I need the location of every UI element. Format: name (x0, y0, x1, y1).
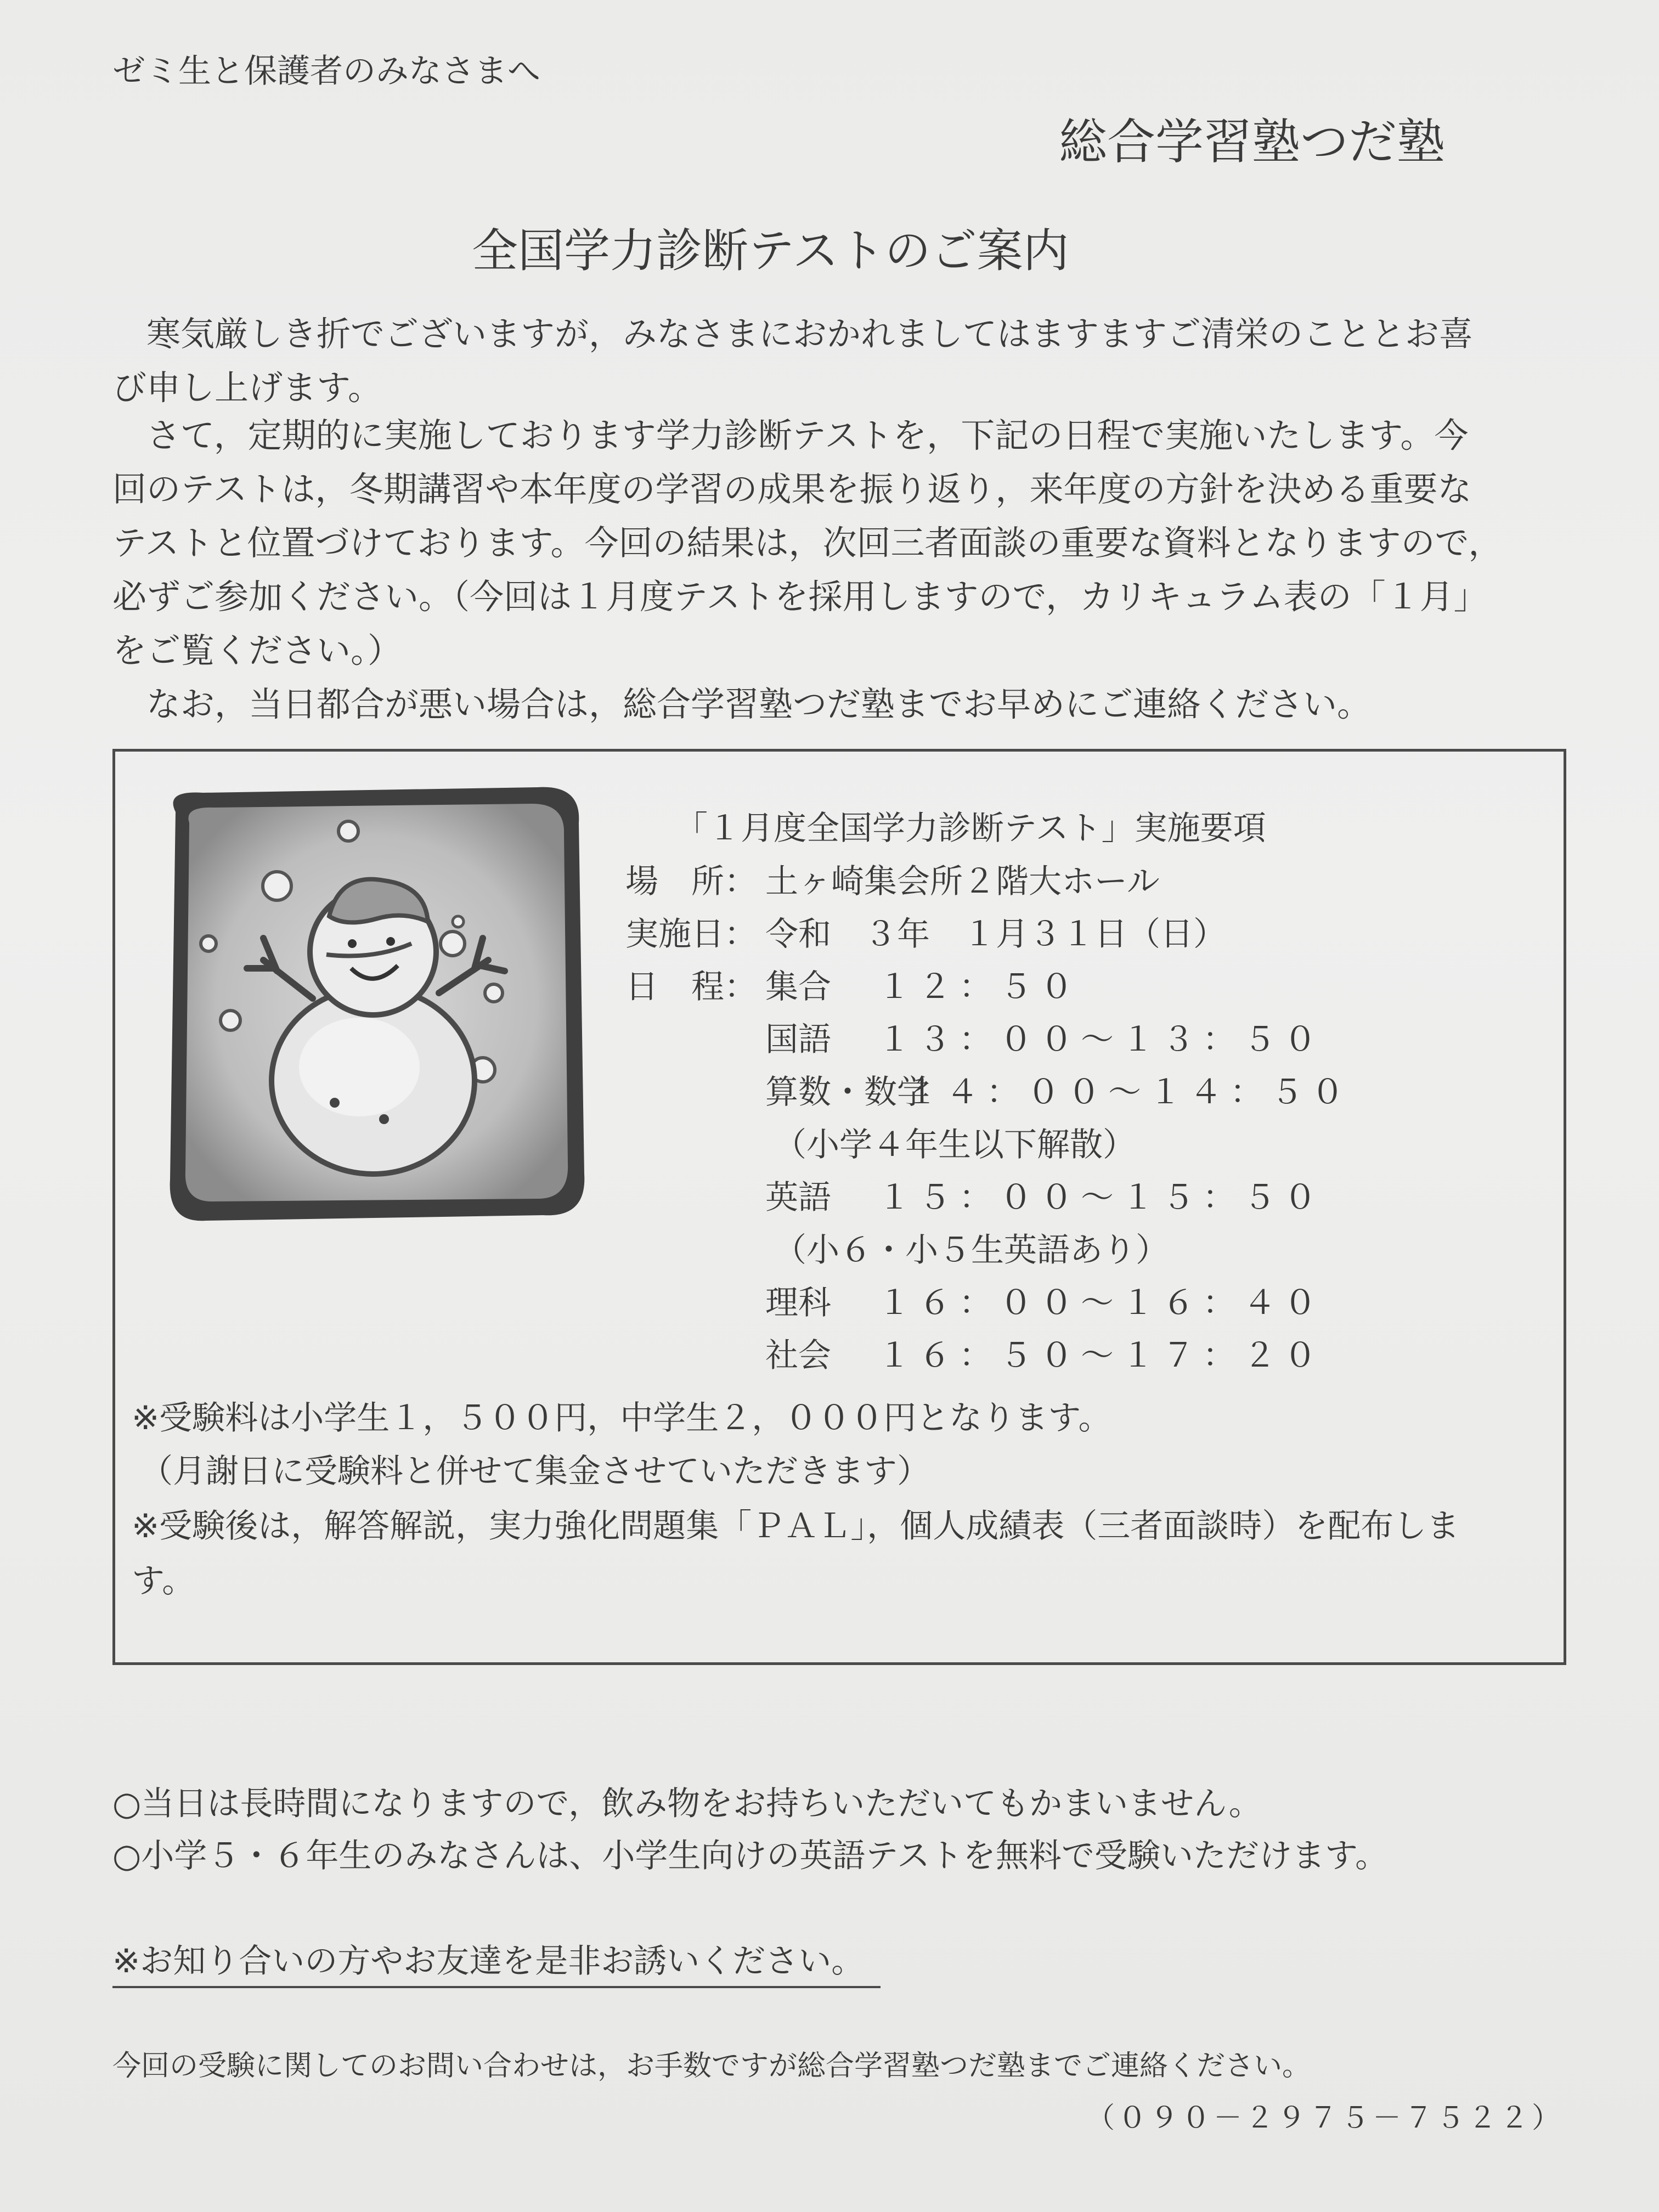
schedule-time: １６：５０～１７：２０ (878, 1336, 1324, 1375)
document-title: 全国学力診断テストのご案内 (472, 224, 1069, 278)
schedule-label: 日 程： (625, 968, 757, 1006)
schedule-subject: 国語 (765, 1020, 831, 1059)
intro-paragraph-3 (112, 678, 1550, 731)
schedule-subject: 社会 (765, 1336, 831, 1375)
intro-paragraph-2 (112, 409, 1550, 678)
snowman-illustration (154, 779, 592, 1234)
contact-phone: （０９０－２９７５－７５２２） (1086, 2102, 1564, 2135)
intro-paragraph-1 (112, 307, 1550, 415)
english-note: （小６・小５生英語あり） (774, 1231, 1169, 1269)
schedule-subject: 英語 (765, 1178, 831, 1217)
intro-line: をご覧ください。） (112, 630, 402, 670)
fee-note: ※受験料は小学生１，５００円，中学生２，０００円となります。 (132, 1399, 1111, 1437)
date-value: 令和 ３年 １月３１日（日） (765, 915, 1226, 953)
details-title: 「１月度全国学力診断テスト」実施要項 (675, 809, 1266, 848)
after-exam-note: ※受験後は，解答解説，実力強化問題集「ＰＡＬ」，個人成績表（三者面談時）を配布しま (132, 1507, 1460, 1545)
schedule-time: １６：００～１６：４０ (878, 1284, 1324, 1322)
intro-line: 回のテストは，冬期講習や本年度の学習の成果を振り返り，来年度の方針を決める重要な (112, 469, 1472, 509)
date-label: 実施日： (625, 915, 757, 953)
contact-text: 今回の受験に関してのお問い合わせは，お手数ですが総合学習塾つだ塾までご連絡ください。 (112, 2050, 1311, 2083)
intro-line: なお，当日都合が悪い場合は，総合学習塾つだ塾までお早めにご連絡ください。 (146, 684, 1372, 724)
schedule-time: １２：５０ (878, 968, 1081, 1006)
notice-drinks: ○当日は長時間になりますので，飲み物をお持ちいただいてもかまいません。 (112, 1785, 1262, 1823)
schedule-subject: 理科 (765, 1284, 831, 1322)
intro-line: 寒気厳しき折でございますが，みなさまにおかれましてはますますご清栄のこととお喜 (146, 314, 1474, 354)
intro-line: テストと位置づけております。今回の結果は，次回三者面談の重要な資料となりますので， (112, 523, 1503, 563)
addressee: ゼミ生と保護者のみなさまへ (112, 52, 540, 91)
schedule-subject: 集合 (765, 968, 831, 1006)
schedule-time: １４：００～１４：５０ (905, 1073, 1352, 1111)
schedule-time: １５：００～１５：５０ (878, 1178, 1324, 1217)
notice-english-test: ○小学５・６年生のみなさんは、小学生向けの英語テストを無料で受験いただけます。 (112, 1837, 1389, 1875)
intro-line: 必ずご参加ください。（今回は１月度テストを採用しますので，カリキュラム表の「１月」 (112, 577, 1488, 617)
math-note: （小学４年生以下解散） (774, 1126, 1136, 1164)
school-name: 総合学習塾つだ塾 (1059, 114, 1446, 170)
intro-line: び申し上げます。 (112, 368, 382, 408)
after-exam-note-cont: す。 (132, 1562, 195, 1600)
place-value: 土ヶ崎集会所２階大ホール (765, 862, 1160, 901)
intro-line: さて，定期的に実施しております学力診断テストを，下記の日程で実施いたします。今 (146, 415, 1469, 455)
invite-text: ※お知り合いの方やお友達を是非お誘いください。 (112, 1942, 881, 1988)
place-label: 場 所： (625, 862, 757, 901)
invite-note (112, 1942, 881, 1980)
schedule-subject: 算数・数学 (765, 1073, 930, 1111)
schedule-time: １３：００～１３：５０ (878, 1020, 1324, 1059)
fee-collection-note: （月謝日に受験料と併せて集金させていただきます） (140, 1452, 930, 1491)
